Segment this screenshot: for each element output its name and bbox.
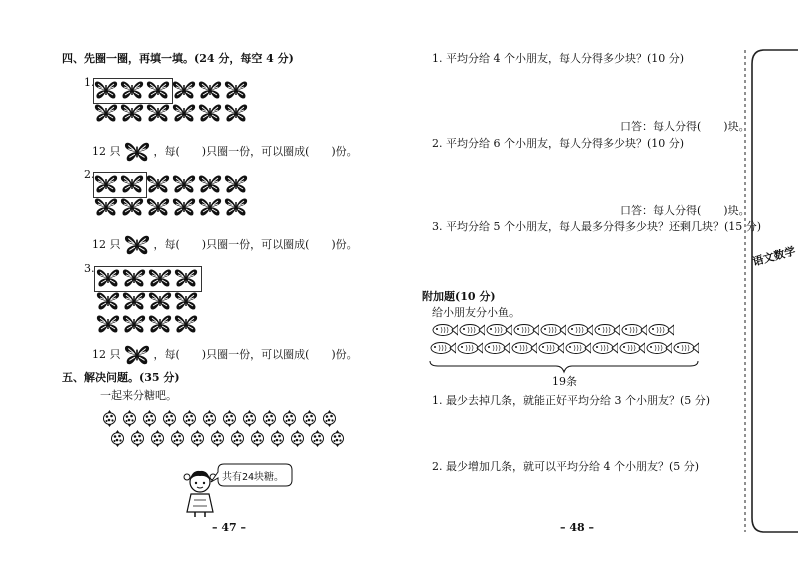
circle-box xyxy=(94,266,202,292)
butterfly-icon xyxy=(122,314,146,334)
candy-icon xyxy=(250,430,265,447)
butterfly-icon xyxy=(124,141,150,163)
butterfly-icon xyxy=(198,174,222,194)
fish-icon xyxy=(540,323,566,337)
butterfly-icon xyxy=(224,80,248,100)
section5-intro: 一起来分糖吧。 xyxy=(100,389,177,402)
butterfly-icon xyxy=(124,344,150,366)
item-tail: ，每( )只圈一份，可以圈成( )份。 xyxy=(153,145,358,158)
butterfly-icon xyxy=(148,314,172,334)
candy-icon xyxy=(162,410,177,427)
fish-icon xyxy=(430,341,456,355)
butterfly-icon xyxy=(172,103,196,123)
candy-group xyxy=(102,410,372,447)
candy-icon xyxy=(330,430,345,447)
fish-icon xyxy=(619,341,645,355)
item-3-line xyxy=(92,344,358,366)
fish-icon xyxy=(592,341,618,355)
question-1: 1. 平均分给 4 个小朋友，每人分得多少块？(10 分) xyxy=(432,52,685,65)
fish-icon xyxy=(565,341,591,355)
butterfly-grid-1 xyxy=(94,80,248,123)
butterfly-icon xyxy=(122,291,146,311)
fish-icon xyxy=(567,323,593,337)
speech-text: 共有24块糖。 xyxy=(222,472,285,483)
fish-icon xyxy=(594,323,620,337)
fish-icon xyxy=(484,341,510,355)
fish-icon xyxy=(538,341,564,355)
fish-icon xyxy=(673,341,699,355)
item-2-line xyxy=(92,234,358,256)
butterfly-grid-2 xyxy=(94,174,248,217)
candy-icon xyxy=(270,430,285,447)
item-number: 1. xyxy=(84,76,95,89)
candy-icon xyxy=(310,430,325,447)
bonus-intro: 给小朋友分小鱼。 xyxy=(432,306,520,319)
item-1-line xyxy=(92,141,358,163)
butterfly-icon xyxy=(148,291,172,311)
butterfly-icon xyxy=(172,197,196,217)
page-number-right: – 48 – xyxy=(560,521,594,534)
candy-icon xyxy=(142,410,157,427)
side-logo xyxy=(751,244,798,310)
butterfly-icon xyxy=(120,103,144,123)
butterfly-icon xyxy=(172,80,196,100)
candy-icon xyxy=(202,410,217,427)
fish-icon xyxy=(459,323,485,337)
butterfly-icon xyxy=(174,291,198,311)
item-text: 12 只 xyxy=(92,348,121,361)
butterfly-grid-3 xyxy=(96,268,198,334)
candy-icon xyxy=(230,430,245,447)
fish-icon xyxy=(621,323,647,337)
butterfly-icon xyxy=(224,197,248,217)
page-number-left: – 47 – xyxy=(212,521,246,534)
butterfly-icon xyxy=(146,103,170,123)
answer-2: 口答：每人分得( )块。 xyxy=(620,204,750,217)
item-text: 12 只 xyxy=(92,238,121,251)
bonus-heading: 附加题(10 分) xyxy=(422,290,496,303)
side-logo-text: 语文数学 xyxy=(751,244,797,269)
bonus-question-1: 1. 最少去掉几条，就能正好平均分给 3 个小朋友？(5 分) xyxy=(432,394,711,407)
candy-icon xyxy=(122,410,137,427)
fish-icon xyxy=(432,323,458,337)
butterfly-icon xyxy=(96,314,120,334)
butterfly-icon xyxy=(96,291,120,311)
candy-icon xyxy=(102,410,117,427)
butterfly-icon xyxy=(146,197,170,217)
butterfly-icon xyxy=(94,197,118,217)
answer-1: 口答：每人分得( )块。 xyxy=(620,120,750,133)
candy-icon xyxy=(290,430,305,447)
item-number: 2. xyxy=(84,168,95,181)
butterfly-icon xyxy=(174,314,198,334)
butterfly-icon xyxy=(198,197,222,217)
circle-box xyxy=(93,172,147,198)
fish-icon xyxy=(513,323,539,337)
candy-icon xyxy=(242,410,257,427)
butterfly-icon xyxy=(224,174,248,194)
fish-icon xyxy=(511,341,537,355)
section5-heading: 五、解决问题。(35 分) xyxy=(62,371,180,384)
bonus-question-2: 2. 最少增加几条，就可以平均分给 4 个小朋友？(5 分) xyxy=(432,460,700,473)
butterfly-icon xyxy=(120,197,144,217)
butterfly-icon xyxy=(198,103,222,123)
butterfly-icon xyxy=(172,174,196,194)
candy-icon xyxy=(110,430,125,447)
butterfly-icon xyxy=(124,234,150,256)
butterfly-icon xyxy=(94,103,118,123)
candy-icon xyxy=(130,430,145,447)
item-tail: ，每( )只圈一份，可以圈成( )份。 xyxy=(153,348,358,361)
candy-icon xyxy=(210,430,225,447)
fish-icon xyxy=(648,323,674,337)
fish-icon xyxy=(457,341,483,355)
item-number: 3. xyxy=(84,262,95,275)
fish-count-label: 19条 xyxy=(552,375,577,388)
candy-icon xyxy=(190,430,205,447)
fish-icon xyxy=(646,341,672,355)
candy-icon xyxy=(150,430,165,447)
butterfly-icon xyxy=(224,103,248,123)
butterfly-icon xyxy=(146,174,170,194)
count-brace xyxy=(428,360,700,374)
candy-icon xyxy=(302,410,317,427)
circle-box xyxy=(93,78,173,104)
fish-icon xyxy=(486,323,512,337)
butterfly-icon xyxy=(198,80,222,100)
question-3: 3. 平均分给 5 个小朋友，每人最多分得多少块？还剩几块？(15 分) xyxy=(432,220,762,233)
candy-icon xyxy=(170,430,185,447)
item-text: 12 只 xyxy=(92,145,121,158)
question-2: 2. 平均分给 6 个小朋友，每人分得多少块？(10 分) xyxy=(432,137,685,150)
candy-icon xyxy=(282,410,297,427)
candy-icon xyxy=(182,410,197,427)
item-tail: ，每( )只圈一份，可以圈成( )份。 xyxy=(153,238,358,251)
candy-icon xyxy=(322,410,337,427)
fish-group xyxy=(430,323,699,355)
section4-heading: 四、先圈一圈，再填一填。(24 分，每空 4 分) xyxy=(62,52,294,65)
candy-icon xyxy=(222,410,237,427)
candy-icon xyxy=(262,410,277,427)
